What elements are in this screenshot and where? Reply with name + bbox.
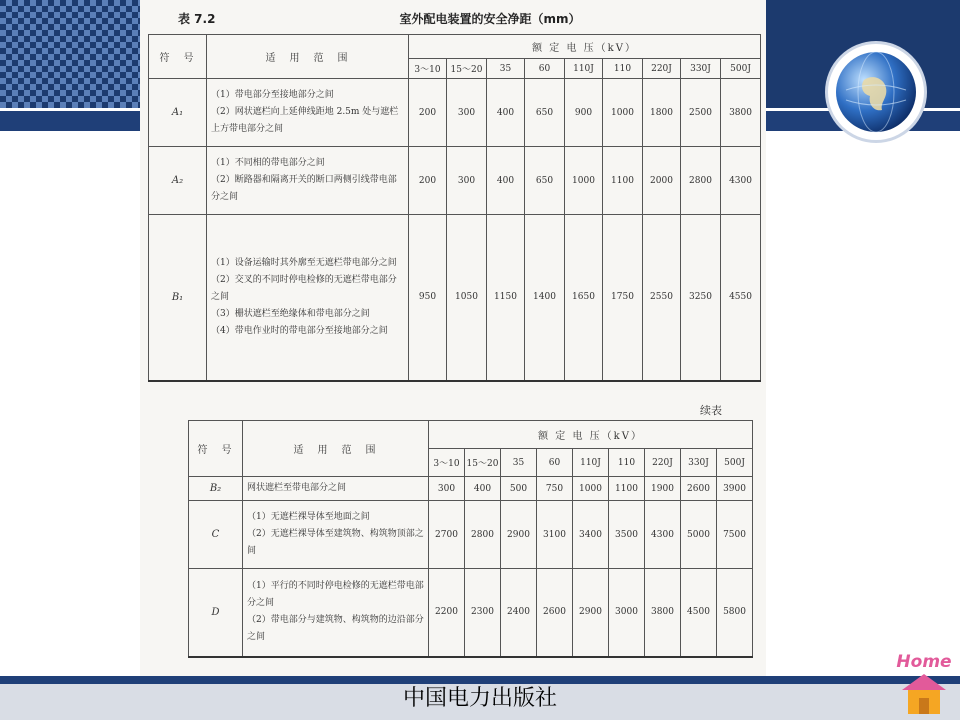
value-cell: 3400: [573, 501, 609, 569]
value-cell: 1400: [525, 215, 565, 381]
value-cell: 2800: [465, 501, 501, 569]
table-row: [189, 501, 753, 569]
value-cell: 400: [465, 477, 501, 501]
value-cell: 2550: [643, 215, 681, 381]
value-cell: 200: [409, 147, 447, 215]
value-cell: 2900: [501, 501, 537, 569]
voltage-col: 35: [501, 449, 537, 477]
value-cell: 1000: [565, 147, 603, 215]
row-symbol: D: [189, 569, 243, 657]
table-title: 室外配电装置的安全净距（mm）: [399, 12, 581, 26]
value-cell: 3800: [721, 79, 761, 147]
header-symbol: 符 号: [189, 421, 243, 477]
value-cell: 650: [525, 147, 565, 215]
row-symbol: C: [189, 501, 243, 569]
table-row: [149, 79, 761, 147]
table-number: 表 7.2: [178, 12, 216, 26]
value-cell: 500: [501, 477, 537, 501]
value-cell: 2000: [643, 147, 681, 215]
clearance-table-main: [148, 34, 761, 382]
table-row: [189, 477, 753, 501]
voltage-col: 500J: [721, 59, 761, 79]
value-cell: 1900: [645, 477, 681, 501]
value-cell: 5800: [717, 569, 753, 657]
value-cell: 300: [447, 147, 487, 215]
value-cell: 2500: [681, 79, 721, 147]
value-cell: 1000: [603, 79, 643, 147]
home-button[interactable]: [892, 652, 956, 716]
value-cell: 3500: [609, 501, 645, 569]
continuation-label: 续表: [700, 404, 722, 417]
row-symbol: A₂: [149, 147, 207, 215]
voltage-col: 35: [487, 59, 525, 79]
voltage-col: 220J: [643, 59, 681, 79]
value-cell: 1650: [565, 215, 603, 381]
value-cell: 2400: [501, 569, 537, 657]
voltage-col: 500J: [717, 449, 753, 477]
value-cell: 3900: [717, 477, 753, 501]
value-cell: 900: [565, 79, 603, 147]
value-cell: 2600: [681, 477, 717, 501]
header-band-left: [0, 108, 148, 131]
voltage-col: 3～10: [429, 449, 465, 477]
value-cell: 2800: [681, 147, 721, 215]
value-cell: 7500: [717, 501, 753, 569]
value-cell: 4500: [681, 569, 717, 657]
value-cell: 1050: [447, 215, 487, 381]
voltage-col: 3～10: [409, 59, 447, 79]
header-symbol: 符 号: [149, 35, 207, 79]
value-cell: 4300: [721, 147, 761, 215]
value-cell: 4300: [645, 501, 681, 569]
table-row: [189, 569, 753, 657]
row-description: （1）带电部分至接地部分之间 （2）网状遮栏向上延伸线距地 2.5m 处与遮栏上方带电部分之间: [207, 79, 409, 147]
value-cell: 300: [447, 79, 487, 147]
voltage-col: 220J: [645, 449, 681, 477]
table-row: [149, 147, 761, 215]
voltage-col: 110: [603, 59, 643, 79]
row-description: （1）不同相的带电部分之间 （2）断路器和隔离开关的断口两侧引线带电部分之间: [207, 147, 409, 215]
value-cell: 1750: [603, 215, 643, 381]
footer-band: [0, 676, 960, 684]
value-cell: 1100: [603, 147, 643, 215]
value-cell: 2900: [573, 569, 609, 657]
value-cell: 3100: [537, 501, 573, 569]
clearance-table-continued: [188, 420, 753, 658]
value-cell: 1000: [573, 477, 609, 501]
value-cell: 2700: [429, 501, 465, 569]
value-cell: 400: [487, 147, 525, 215]
row-description: （1）设备运输时其外廓至无遮栏带电部分之间 （2）交叉的不同时停电检修的无遮栏带电部分之间 （3）栅状遮栏至绝缘体和带电部分之间 （4）带电作业时的带电部分至接地部分之间: [207, 215, 409, 381]
voltage-col: 330J: [681, 449, 717, 477]
checker-pattern: [0, 0, 140, 110]
header-voltage: 额 定 电 压（kV）: [429, 421, 753, 449]
row-symbol: B₁: [149, 215, 207, 381]
voltage-col: 15～20: [465, 449, 501, 477]
voltage-col: 110J: [565, 59, 603, 79]
house-icon: [892, 652, 956, 716]
value-cell: 3000: [609, 569, 645, 657]
value-cell: 2600: [537, 569, 573, 657]
value-cell: 950: [409, 215, 447, 381]
value-cell: 1150: [487, 215, 525, 381]
globe-icon: [828, 44, 924, 140]
header-scope: 适 用 范 围: [243, 421, 429, 477]
value-cell: 2200: [429, 569, 465, 657]
value-cell: 400: [487, 79, 525, 147]
value-cell: 750: [537, 477, 573, 501]
table-row: [149, 215, 761, 381]
voltage-col: 15～20: [447, 59, 487, 79]
voltage-col: 110: [609, 449, 645, 477]
row-description: （1）无遮栏裸导体至地面之间 （2）无遮栏裸导体至建筑物、构筑物顶部之间: [243, 501, 429, 569]
value-cell: 5000: [681, 501, 717, 569]
header-voltage: 额 定 电 压（kV）: [409, 35, 761, 59]
value-cell: 3250: [681, 215, 721, 381]
value-cell: 300: [429, 477, 465, 501]
value-cell: 200: [409, 79, 447, 147]
row-description: （1）平行的不同时停电检修的无遮栏带电部分之间 （2）带电部分与建筑物、构筑物的边沿部分之间: [243, 569, 429, 657]
voltage-col: 60: [525, 59, 565, 79]
home-label: Home: [896, 652, 952, 672]
value-cell: 2300: [465, 569, 501, 657]
value-cell: 1100: [609, 477, 645, 501]
value-cell: 3800: [645, 569, 681, 657]
row-description: 网状遮栏至带电部分之间: [243, 477, 429, 501]
value-cell: 4550: [721, 215, 761, 381]
publisher-name: 中国电力出版社: [402, 686, 557, 711]
value-cell: 650: [525, 79, 565, 147]
header-scope: 适 用 范 围: [207, 35, 409, 79]
voltage-col: 110J: [573, 449, 609, 477]
voltage-col: 330J: [681, 59, 721, 79]
voltage-col: 60: [537, 449, 573, 477]
row-symbol: B₂: [189, 477, 243, 501]
value-cell: 1800: [643, 79, 681, 147]
row-symbol: A₁: [149, 79, 207, 147]
